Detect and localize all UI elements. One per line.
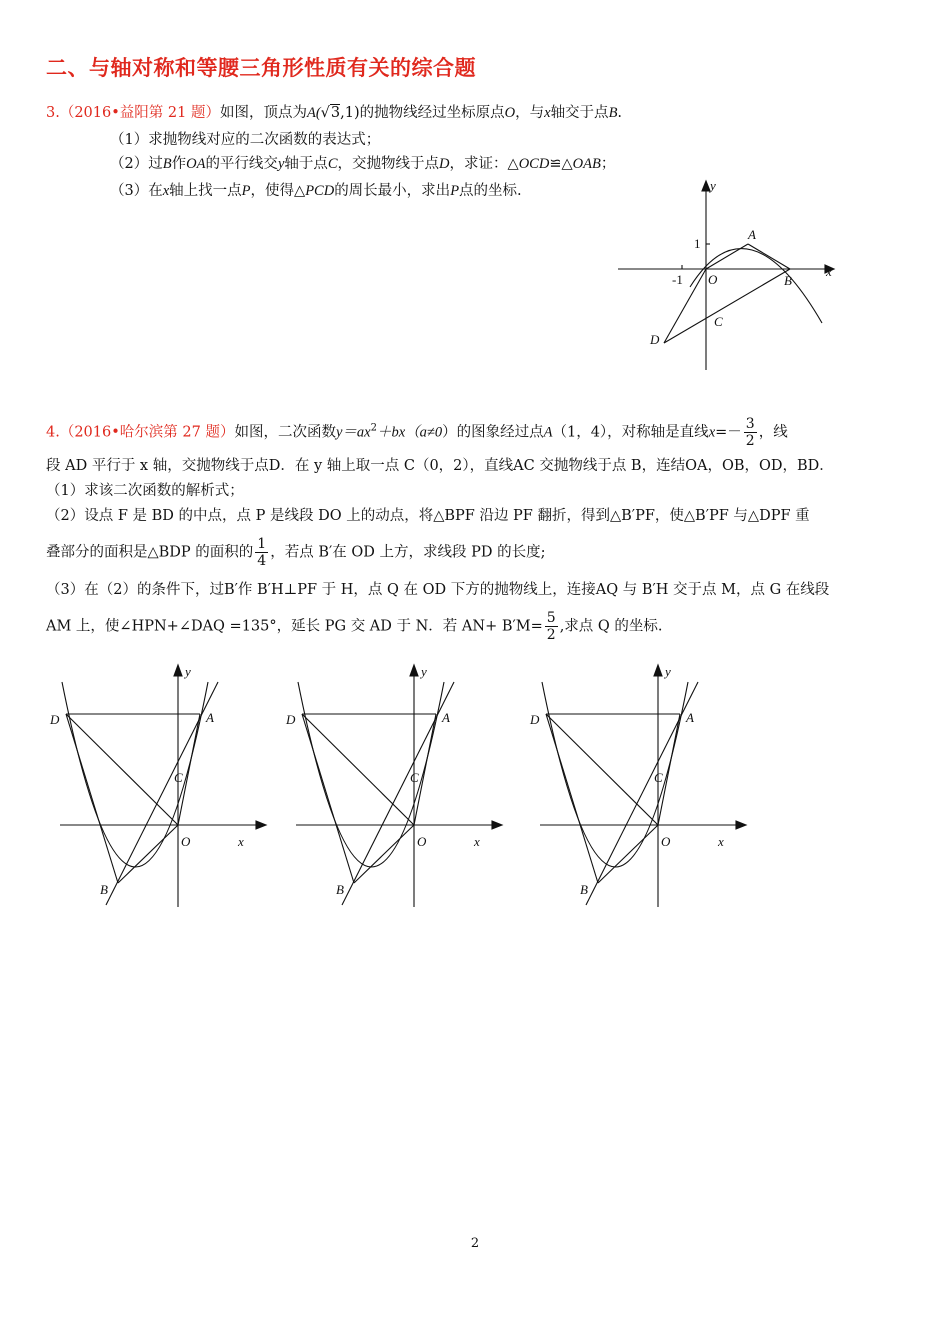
label-B: B (100, 882, 108, 897)
numerator: 5 (546, 610, 556, 626)
line-AC (342, 682, 454, 905)
page-number: 2 (470, 1236, 480, 1251)
segment-BO (598, 825, 658, 883)
label-O: O (661, 834, 671, 849)
segment-BO (118, 825, 178, 883)
text: ，使得△ (250, 183, 306, 199)
problem-3-question-3 (110, 181, 522, 201)
x-axis-arrow (736, 821, 746, 829)
math-var: PCD (305, 183, 335, 199)
fraction-5-2 (545, 610, 558, 643)
segment-OD (664, 269, 706, 343)
x-axis-arrow (256, 821, 266, 829)
sqrt-value: 3 (330, 105, 341, 121)
label-O: O (417, 834, 427, 849)
label-B: B (784, 273, 792, 288)
math-var: y (277, 156, 285, 172)
problem-3-statement (46, 103, 622, 123)
problem-4-question-3b (46, 610, 663, 643)
label-x: x (474, 834, 480, 849)
math-var: OCD (518, 156, 550, 172)
math-var: P (241, 183, 251, 199)
math-expr: ＋bx（ (376, 424, 420, 441)
text: ）的图象经过点 (442, 424, 544, 441)
label-y: y (185, 664, 191, 679)
math-var: P (450, 183, 460, 199)
problem-4-figure-1 (50, 662, 270, 912)
problem-4-question-1: （1）求该二次函数的解析式； (46, 483, 244, 499)
x-axis-arrow (492, 821, 502, 829)
math-var: C (327, 156, 338, 172)
text: . (617, 105, 623, 121)
text: 叠部分的面积是△BDP 的面积的 (46, 544, 254, 561)
text: 轴上找一点 (169, 183, 242, 199)
math-var: B (608, 105, 618, 121)
label-x: x (718, 834, 724, 849)
label-y: y (710, 178, 716, 193)
text: 轴于点 (284, 156, 328, 172)
text: A( (306, 105, 321, 121)
segment-BD (664, 269, 790, 343)
math-var: A (543, 424, 553, 441)
text: （2）过 (110, 156, 163, 172)
numerator: 3 (745, 416, 755, 432)
text: ，与 (515, 105, 545, 121)
label-C: C (174, 770, 183, 785)
text: （1，4），对称轴是直线 (552, 424, 709, 441)
denominator: 2 (546, 627, 556, 643)
label-C: C (714, 314, 723, 329)
label-x: x (826, 264, 832, 279)
label-one: 1 (694, 236, 701, 251)
problem-4-figure-2 (286, 662, 506, 912)
fraction-1-4 (255, 536, 268, 569)
text: ，求证：△ (449, 156, 519, 172)
text: 点的坐标. (459, 183, 522, 199)
problem-3-source: 3.（2016•益阳第 21 题） (46, 105, 220, 121)
label-B: B (336, 882, 344, 897)
text: 的抛物线经过坐标原点 (359, 105, 505, 121)
text: 轴交于点 (550, 105, 609, 121)
label-y: y (421, 664, 427, 679)
line-AC (106, 682, 218, 905)
label-A: A (206, 710, 214, 725)
problem-4-question-2b (46, 536, 546, 569)
section-heading: 二、与轴对称和等腰三角形性质有关的综合题 (46, 56, 476, 80)
numerator: 1 (257, 536, 267, 552)
segment-AB (748, 244, 790, 269)
line-AC (586, 682, 698, 905)
problem-4-line-2: 段 AD 平行于 x 轴，交抛物线于点D．在 y 轴上取一点 C（0，2），直线AC 交抛物线于点 B，连结OA，OB，OD，BD． (46, 458, 834, 474)
math-var: OAB (572, 156, 601, 172)
label-C: C (410, 770, 419, 785)
math-var: x (544, 105, 551, 121)
text: ，若点 B′在 OD 上方，求线段 PD 的长度; (270, 544, 546, 561)
text: ,求点 Q 的坐标. (559, 618, 663, 635)
denominator: 4 (257, 553, 267, 569)
label-D: D (50, 712, 60, 727)
label-A: A (686, 710, 694, 725)
sqrt-symbol: √ (320, 105, 330, 121)
problem-3-question-1: （1）求抛物线对应的二次函数的表达式； (110, 132, 381, 148)
problem-4-question-2: （2）设点 F 是 BD 的中点，点 P 是线段 DO 上的动点，将△BPF 沿边 PF 翻折，得到△B′PF，使△B′PF 与△DPF 重 (46, 508, 810, 524)
label-A: A (748, 227, 756, 242)
label-A: A (442, 710, 450, 725)
label-x: x (238, 834, 244, 849)
text: 的周长最小，求出 (334, 183, 451, 199)
y-axis-arrow (654, 665, 662, 676)
label-O: O (181, 834, 191, 849)
label-D: D (286, 712, 296, 727)
text: =－ (715, 424, 742, 441)
math-expr: y＝ax (335, 424, 371, 441)
label-C: C (654, 770, 663, 785)
label-O: O (708, 272, 718, 287)
fraction-3-2 (744, 416, 757, 449)
text: （3）在 (110, 183, 163, 199)
math-var: OA (186, 156, 206, 172)
text: ，交抛物线于点 (337, 156, 440, 172)
y-axis-arrow (702, 181, 710, 191)
text: ,1) (340, 105, 360, 121)
problem-4-figure-3 (530, 662, 750, 912)
problem-3-figure (610, 175, 840, 375)
text: 作 (171, 156, 187, 172)
segment-OA (706, 244, 748, 269)
math-var: x (162, 183, 170, 199)
text: ； (600, 156, 616, 172)
math-var: O (504, 105, 516, 121)
y-axis-arrow (174, 665, 182, 676)
math-var: B (162, 156, 172, 172)
superscript: 2 (370, 422, 377, 434)
problem-4-source: 4.（2016•哈尔滨第 27 题） (46, 424, 235, 441)
label-D: D (650, 332, 660, 347)
label-y: y (665, 664, 671, 679)
text: 如图，二次函数 (234, 424, 336, 441)
problem-4-question-3: （3）在（2）的条件下，过B′作 B′H⊥PF 于 H，点 Q 在 OD 下方的抛物线上，连接AQ 与 B′H 交于点 M，点 G 在线段 (46, 582, 830, 598)
problem-4-line-1 (46, 416, 788, 449)
math-var: x (708, 424, 716, 441)
text: AM 上，使∠HPN+∠DAQ =135°，延长 PG 交 AD 于 N．若 AN+ B′M= (46, 618, 543, 635)
label-neg1: -1 (672, 272, 683, 287)
denominator: 2 (745, 433, 755, 449)
math-expr: a≠0 (419, 424, 443, 441)
problem-3-question-2 (110, 154, 615, 174)
text: 的平行线交 (205, 156, 278, 172)
y-axis-arrow (410, 665, 418, 676)
label-D: D (530, 712, 540, 727)
segment-BO (354, 825, 414, 883)
text: ≌△ (549, 156, 573, 172)
text: ，线 (758, 424, 788, 441)
label-B: B (580, 882, 588, 897)
text: 如图，顶点为 (219, 105, 307, 121)
math-var: D (439, 156, 450, 172)
